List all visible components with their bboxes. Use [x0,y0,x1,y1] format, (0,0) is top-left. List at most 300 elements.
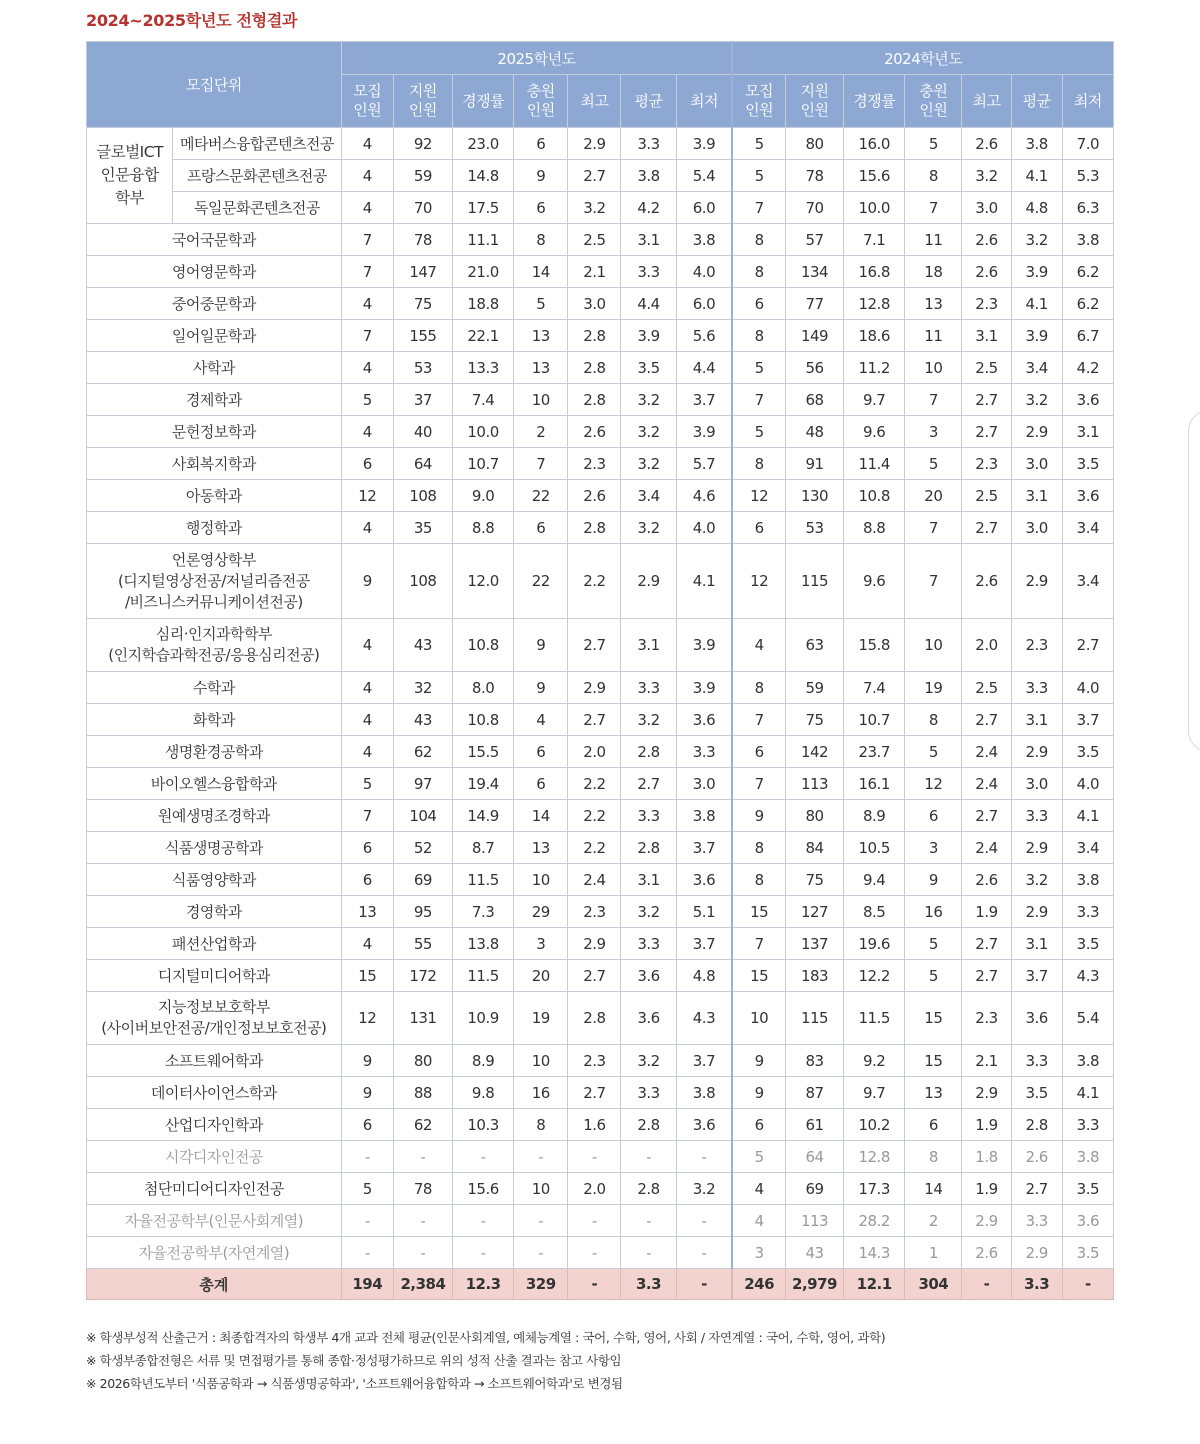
cell-2024: 6.3 [1062,192,1113,224]
table-row [87,672,1114,704]
cell-2025: 2.4 [568,864,621,896]
cell-2025: 3.9 [676,619,732,672]
column-header: 경쟁률 [844,75,905,128]
cell-2024: 2.7 [962,960,1011,992]
cell-2024: 2.3 [1011,619,1062,672]
cell-2024: 8 [732,224,785,256]
unit-name: 아동학과 [87,480,342,512]
cell-2025: 11.5 [453,960,514,992]
cell-2025: 3.8 [676,800,732,832]
cell-2024: 2.9 [1011,544,1062,619]
table-row [87,928,1114,960]
cell-2025: 9 [341,1077,393,1109]
column-header: 모집 인원 [732,75,785,128]
cell-2024: 20 [905,480,962,512]
cell-2024: 69 [785,1173,843,1205]
cell-2025: 3.2 [621,512,676,544]
table-row [87,992,1114,1045]
cell-2024: 2.9 [962,1077,1011,1109]
group-label: 글로벌ICT 인문융합 학부 [87,128,173,224]
table-row [87,1077,1114,1109]
cell-2025: 3.6 [676,704,732,736]
cell-2024: 7 [732,192,785,224]
cell-2024: 18.6 [844,320,905,352]
cell-2025: 2.7 [568,960,621,992]
cell-2025: - [341,1237,393,1269]
cell-2024: 2.7 [1011,1173,1062,1205]
cell-2025: 8 [514,1109,568,1141]
cell-2025: 64 [393,448,452,480]
cell-2025: 3.8 [621,160,676,192]
unit-name: 패션산업학과 [87,928,342,960]
unit-name: 일어일문학과 [87,320,342,352]
unit-name: 지능정보보호학부 (사이버보안전공/개인정보보호전공) [87,992,342,1045]
cell-2025: 18.8 [453,288,514,320]
cell-2024: 15 [905,1045,962,1077]
cell-2025: 329 [514,1269,568,1300]
column-header: 최저 [1062,75,1113,128]
cell-2025: 29 [514,896,568,928]
cell-2025: 3.9 [621,320,676,352]
column-header: 평균 [1011,75,1062,128]
cell-2025: 3.3 [621,128,676,160]
cell-2024: 9.2 [844,1045,905,1077]
cell-2024: 6 [905,1109,962,1141]
cell-2024: 3.4 [1062,544,1113,619]
cell-2025: 6 [514,736,568,768]
cell-2024: 14 [905,1173,962,1205]
cell-2025: 14.8 [453,160,514,192]
cell-2024: 3.1 [1011,480,1062,512]
cell-2025: - [453,1205,514,1237]
cell-2025: 20 [514,960,568,992]
cell-2024: 9 [732,1045,785,1077]
cell-2024: 4.3 [1062,960,1113,992]
cell-2024: 2.3 [962,448,1011,480]
unit-name: 독일문화콘텐츠전공 [173,192,341,224]
cell-2024: 2.6 [962,1237,1011,1269]
cell-2025: 9 [341,544,393,619]
cell-2025: - [514,1205,568,1237]
cell-2024: 2.6 [962,544,1011,619]
cell-2025: 13 [514,832,568,864]
cell-2025: 3.2 [621,1045,676,1077]
cell-2025: 52 [393,832,452,864]
unit-name: 시각디자인전공 [87,1141,342,1173]
cell-2024: 5 [905,128,962,160]
table-row [87,1173,1114,1205]
cell-2024: 70 [785,192,843,224]
cell-2024: 53 [785,512,843,544]
cell-2024: 3.9 [1011,256,1062,288]
cell-2024: 8 [732,448,785,480]
cell-2024: 10 [905,619,962,672]
cell-2024: 2.9 [1011,896,1062,928]
cell-2025: 5.4 [676,160,732,192]
cell-2025: 3.9 [676,416,732,448]
cell-2025: 6 [514,512,568,544]
cell-2025: 2.9 [621,544,676,619]
table-row [87,704,1114,736]
cell-2025: 6 [341,448,393,480]
cell-2024: 5 [905,928,962,960]
cell-2024: 183 [785,960,843,992]
cell-2025: 4 [341,704,393,736]
unit-name: 영어영문학과 [87,256,342,288]
cell-2024: 2 [905,1205,962,1237]
cell-2025: 3.6 [621,992,676,1045]
cell-2024: 2.9 [1011,416,1062,448]
cell-2025: 22 [514,480,568,512]
cell-2024: 1.8 [962,1141,1011,1173]
cell-2024: 16.1 [844,768,905,800]
cell-2025: 2.6 [568,480,621,512]
cell-2025: 4 [341,288,393,320]
cell-2024: 3.3 [1062,896,1113,928]
cell-2024: 3.3 [1011,672,1062,704]
cell-2024: 59 [785,672,843,704]
cell-2024: 134 [785,256,843,288]
cell-2025: 10 [514,864,568,896]
cell-2025: 147 [393,256,452,288]
cell-2024: 64 [785,1141,843,1173]
cell-2025: 23.0 [453,128,514,160]
cell-2025: 92 [393,128,452,160]
cell-2025: 5 [341,768,393,800]
cell-2024: 48 [785,416,843,448]
cell-2025: 7 [514,448,568,480]
cell-2024: 18 [905,256,962,288]
cell-2025: 7 [341,224,393,256]
cell-2024: 4.2 [1062,352,1113,384]
cell-2025: - [393,1237,452,1269]
cell-2025: 13.8 [453,928,514,960]
column-header: 충원 인원 [905,75,962,128]
cell-2025: 10.8 [453,704,514,736]
cell-2024: 8 [732,256,785,288]
cell-2025: 12 [341,480,393,512]
cell-2025: 2.8 [621,1109,676,1141]
cell-2024: 12 [905,768,962,800]
cell-2025: 3.3 [621,672,676,704]
results-table-container [86,41,1114,1300]
table-row [87,224,1114,256]
cell-2024: 3.0 [962,192,1011,224]
cell-2025: 32 [393,672,452,704]
cell-2024: 9.7 [844,1077,905,1109]
unit-name: 바이오헬스융합학과 [87,768,342,800]
cell-2024: 3.0 [1011,448,1062,480]
cell-2025: 5 [341,384,393,416]
cell-2024: 14.3 [844,1237,905,1269]
cell-2025: 4 [341,928,393,960]
cell-2024: 304 [905,1269,962,1300]
cell-2025: 10.0 [453,416,514,448]
cell-2024: 9.6 [844,416,905,448]
cell-2025: 9 [341,1045,393,1077]
cell-2024: 8.5 [844,896,905,928]
cell-2024: 2.0 [962,619,1011,672]
cell-2024: 12 [732,480,785,512]
cell-2024: 3.1 [1062,416,1113,448]
cell-2024: 2.7 [962,928,1011,960]
cell-2025: 2.9 [568,672,621,704]
cell-2024: - [1062,1269,1113,1300]
cell-2024: 5 [905,448,962,480]
cell-2025: 3.0 [568,288,621,320]
cell-2025: 12.0 [453,544,514,619]
cell-2024: 2.9 [1011,736,1062,768]
cell-2025: 13.3 [453,352,514,384]
cell-2024: 5 [905,736,962,768]
cell-2025: 7.3 [453,896,514,928]
cell-2024: 6.2 [1062,288,1113,320]
cell-2025: 7 [341,800,393,832]
cell-2024: 12.2 [844,960,905,992]
cell-2024: 11.4 [844,448,905,480]
unit-name: 디지털미디어학과 [87,960,342,992]
cell-2024: 43 [785,1237,843,1269]
cell-2025: 2.8 [621,736,676,768]
cell-2025: 9 [514,160,568,192]
unit-name: 중어중문학과 [87,288,342,320]
unit-name: 경제학과 [87,384,342,416]
cell-2025: 3.7 [676,928,732,960]
cell-2025: - [393,1205,452,1237]
cell-2025: - [568,1205,621,1237]
cell-2025: 3.0 [676,768,732,800]
cell-2024: 56 [785,352,843,384]
cell-2025: 2.7 [568,160,621,192]
cell-2024: 7 [905,512,962,544]
table-row [87,352,1114,384]
cell-2025: 3.9 [676,128,732,160]
cell-2025: 2.8 [568,384,621,416]
cell-2024: 16.0 [844,128,905,160]
cell-2024: 5.4 [1062,992,1113,1045]
table-row [87,619,1114,672]
cell-2025: 3.5 [621,352,676,384]
cell-2024: 9 [732,1077,785,1109]
unit-name: 식품생명공학과 [87,832,342,864]
cell-2025: 97 [393,768,452,800]
cell-2025: 4 [341,352,393,384]
cell-2025: 70 [393,192,452,224]
cell-2025: 19.4 [453,768,514,800]
table-row [87,960,1114,992]
cell-2024: 7 [732,704,785,736]
cell-2025: 3.7 [676,1045,732,1077]
cell-2025: 6 [341,864,393,896]
cell-2024: 23.7 [844,736,905,768]
cell-2024: 2.5 [962,352,1011,384]
cell-2025: 22 [514,544,568,619]
column-header: 지원 인원 [393,75,452,128]
cell-2025: 8.9 [453,1045,514,1077]
table-row [87,1237,1114,1269]
cell-2025: 9.0 [453,480,514,512]
cell-2025: - [514,1237,568,1269]
unit-name: 행정학과 [87,512,342,544]
column-header: 지원 인원 [785,75,843,128]
cell-2025: - [676,1205,732,1237]
column-header: 최저 [676,75,732,128]
cell-2025: 43 [393,704,452,736]
cell-2025: 2.9 [568,128,621,160]
cell-2025: 15.6 [453,1173,514,1205]
cell-2024: 5 [732,1141,785,1173]
cell-2025: - [676,1269,732,1300]
cell-2024: 13 [905,1077,962,1109]
cell-2024: 127 [785,896,843,928]
cell-2025: 35 [393,512,452,544]
cell-2024: 2.6 [962,256,1011,288]
cell-2025: 2.7 [568,704,621,736]
cell-2024: 3.6 [1011,992,1062,1045]
cell-2025: 4.2 [621,192,676,224]
cell-2024: 5 [732,352,785,384]
unit-name: 국어국문학과 [87,224,342,256]
cell-2024: 3.1 [962,320,1011,352]
cell-2024: 63 [785,619,843,672]
table-row [87,736,1114,768]
cell-2024: 3.3 [1011,1269,1062,1300]
cell-2025: 108 [393,544,452,619]
cell-2025: 4.0 [676,512,732,544]
cell-2024: 3.3 [1011,1205,1062,1237]
cell-2025: - [453,1141,514,1173]
unit-name: 사회복지학과 [87,448,342,480]
cell-2024: 113 [785,768,843,800]
cell-2025: 3.9 [676,672,732,704]
cell-2025: 11.5 [453,864,514,896]
cell-2025: - [568,1269,621,1300]
cell-2025: 4 [341,416,393,448]
cell-2025: 4.0 [676,256,732,288]
cell-2024: 10 [905,352,962,384]
column-header: 평균 [621,75,676,128]
cell-2024: 3.4 [1011,352,1062,384]
total-label: 총계 [87,1269,342,1300]
cell-2024: 4 [732,619,785,672]
cell-2024: 3.5 [1062,448,1113,480]
cell-2024: 3.8 [1062,1045,1113,1077]
cell-2024: 142 [785,736,843,768]
cell-2024: 11.5 [844,992,905,1045]
cell-2024: 3.2 [1011,384,1062,416]
footnote: ※ 학생부종합전형은 서류 및 면접평가를 통해 종합·정성평가하므로 위의 성적 산출 결과는 참고 사항임 [86,1353,622,1368]
scroll-edge-handle[interactable] [1188,410,1200,752]
cell-2025: - [453,1237,514,1269]
cell-2025: 10.9 [453,992,514,1045]
table-row [87,416,1114,448]
cell-2024: 2,979 [785,1269,843,1300]
unit-name: 첨단미디어디자인전공 [87,1173,342,1205]
cell-2024: 3.4 [1062,832,1113,864]
cell-2024: 3.0 [1011,768,1062,800]
cell-2024: 5 [732,128,785,160]
cell-2024: 3.5 [1062,928,1113,960]
cell-2025: 2.7 [568,619,621,672]
table-row [87,896,1114,928]
cell-2024: 8 [732,864,785,896]
cell-2024: 4.8 [1011,192,1062,224]
cell-2025: 3.7 [676,384,732,416]
cell-2024: 2.4 [962,768,1011,800]
cell-2025: 4.4 [676,352,732,384]
cell-2025: 5 [514,288,568,320]
cell-2025: 3.3 [621,1077,676,1109]
cell-2024: 9.7 [844,384,905,416]
cell-2024: 15 [732,896,785,928]
cell-2024: 2.5 [962,480,1011,512]
cell-2025: 10.7 [453,448,514,480]
cell-2025: 4 [341,736,393,768]
cell-2025: 2.8 [568,352,621,384]
cell-2024: 3.5 [1062,736,1113,768]
unit-header: 모집단위 [87,42,342,128]
cell-2025: 3.1 [621,224,676,256]
cell-2024: 2.4 [962,832,1011,864]
table-row [87,320,1114,352]
cell-2025: - [341,1141,393,1173]
cell-2025: 16 [514,1077,568,1109]
unit-name: 심리·인지과학학부 (인지학습과학전공/응용심리전공) [87,619,342,672]
cell-2025: - [514,1141,568,1173]
table-row [87,768,1114,800]
cell-2025: 4.6 [676,480,732,512]
cell-2024: 15 [732,960,785,992]
cell-2024: 3.2 [1011,224,1062,256]
cell-2024: 9.6 [844,544,905,619]
cell-2025: 6 [514,128,568,160]
cell-2025: 2.2 [568,544,621,619]
cell-2025: 17.5 [453,192,514,224]
cell-2024: 2.7 [962,704,1011,736]
column-header: 충원 인원 [514,75,568,128]
cell-2025: 108 [393,480,452,512]
cell-2025: 7.4 [453,384,514,416]
column-header: 경쟁률 [453,75,514,128]
cell-2025: 10 [514,1045,568,1077]
unit-name: 자율전공학부(자연계열) [87,1237,342,1269]
footnote: ※ 학생부성적 산출근거 : 최종합격자의 학생부 4개 교과 전체 평균(인문사회계열, 예체능계열 : 국어, 수학, 영어, 사회 / 자연계열 : 국어, 수학, 영어, 과학) [86,1330,886,1345]
cell-2024: 3 [905,832,962,864]
cell-2025: 15.5 [453,736,514,768]
cell-2025: 2.8 [568,512,621,544]
cell-2024: 4.1 [1062,800,1113,832]
cell-2025: 2,384 [393,1269,452,1300]
cell-2025: 6 [514,192,568,224]
year-2024-header: 2024학년도 [732,42,1113,75]
cell-2025: 3.3 [621,1269,676,1300]
cell-2024: 4 [732,1205,785,1237]
cell-2025: 9 [514,619,568,672]
cell-2024: 87 [785,1077,843,1109]
cell-2025: 3.3 [621,928,676,960]
cell-2024: 2.7 [962,384,1011,416]
cell-2024: 5 [905,960,962,992]
cell-2025: 2.3 [568,896,621,928]
cell-2024: 115 [785,544,843,619]
cell-2024: 3.9 [1011,320,1062,352]
unit-name: 식품영양학과 [87,864,342,896]
cell-2024: 8 [732,832,785,864]
cell-2025: - [676,1141,732,1173]
cell-2024: 75 [785,704,843,736]
cell-2025: 19 [514,992,568,1045]
unit-name: 화학과 [87,704,342,736]
